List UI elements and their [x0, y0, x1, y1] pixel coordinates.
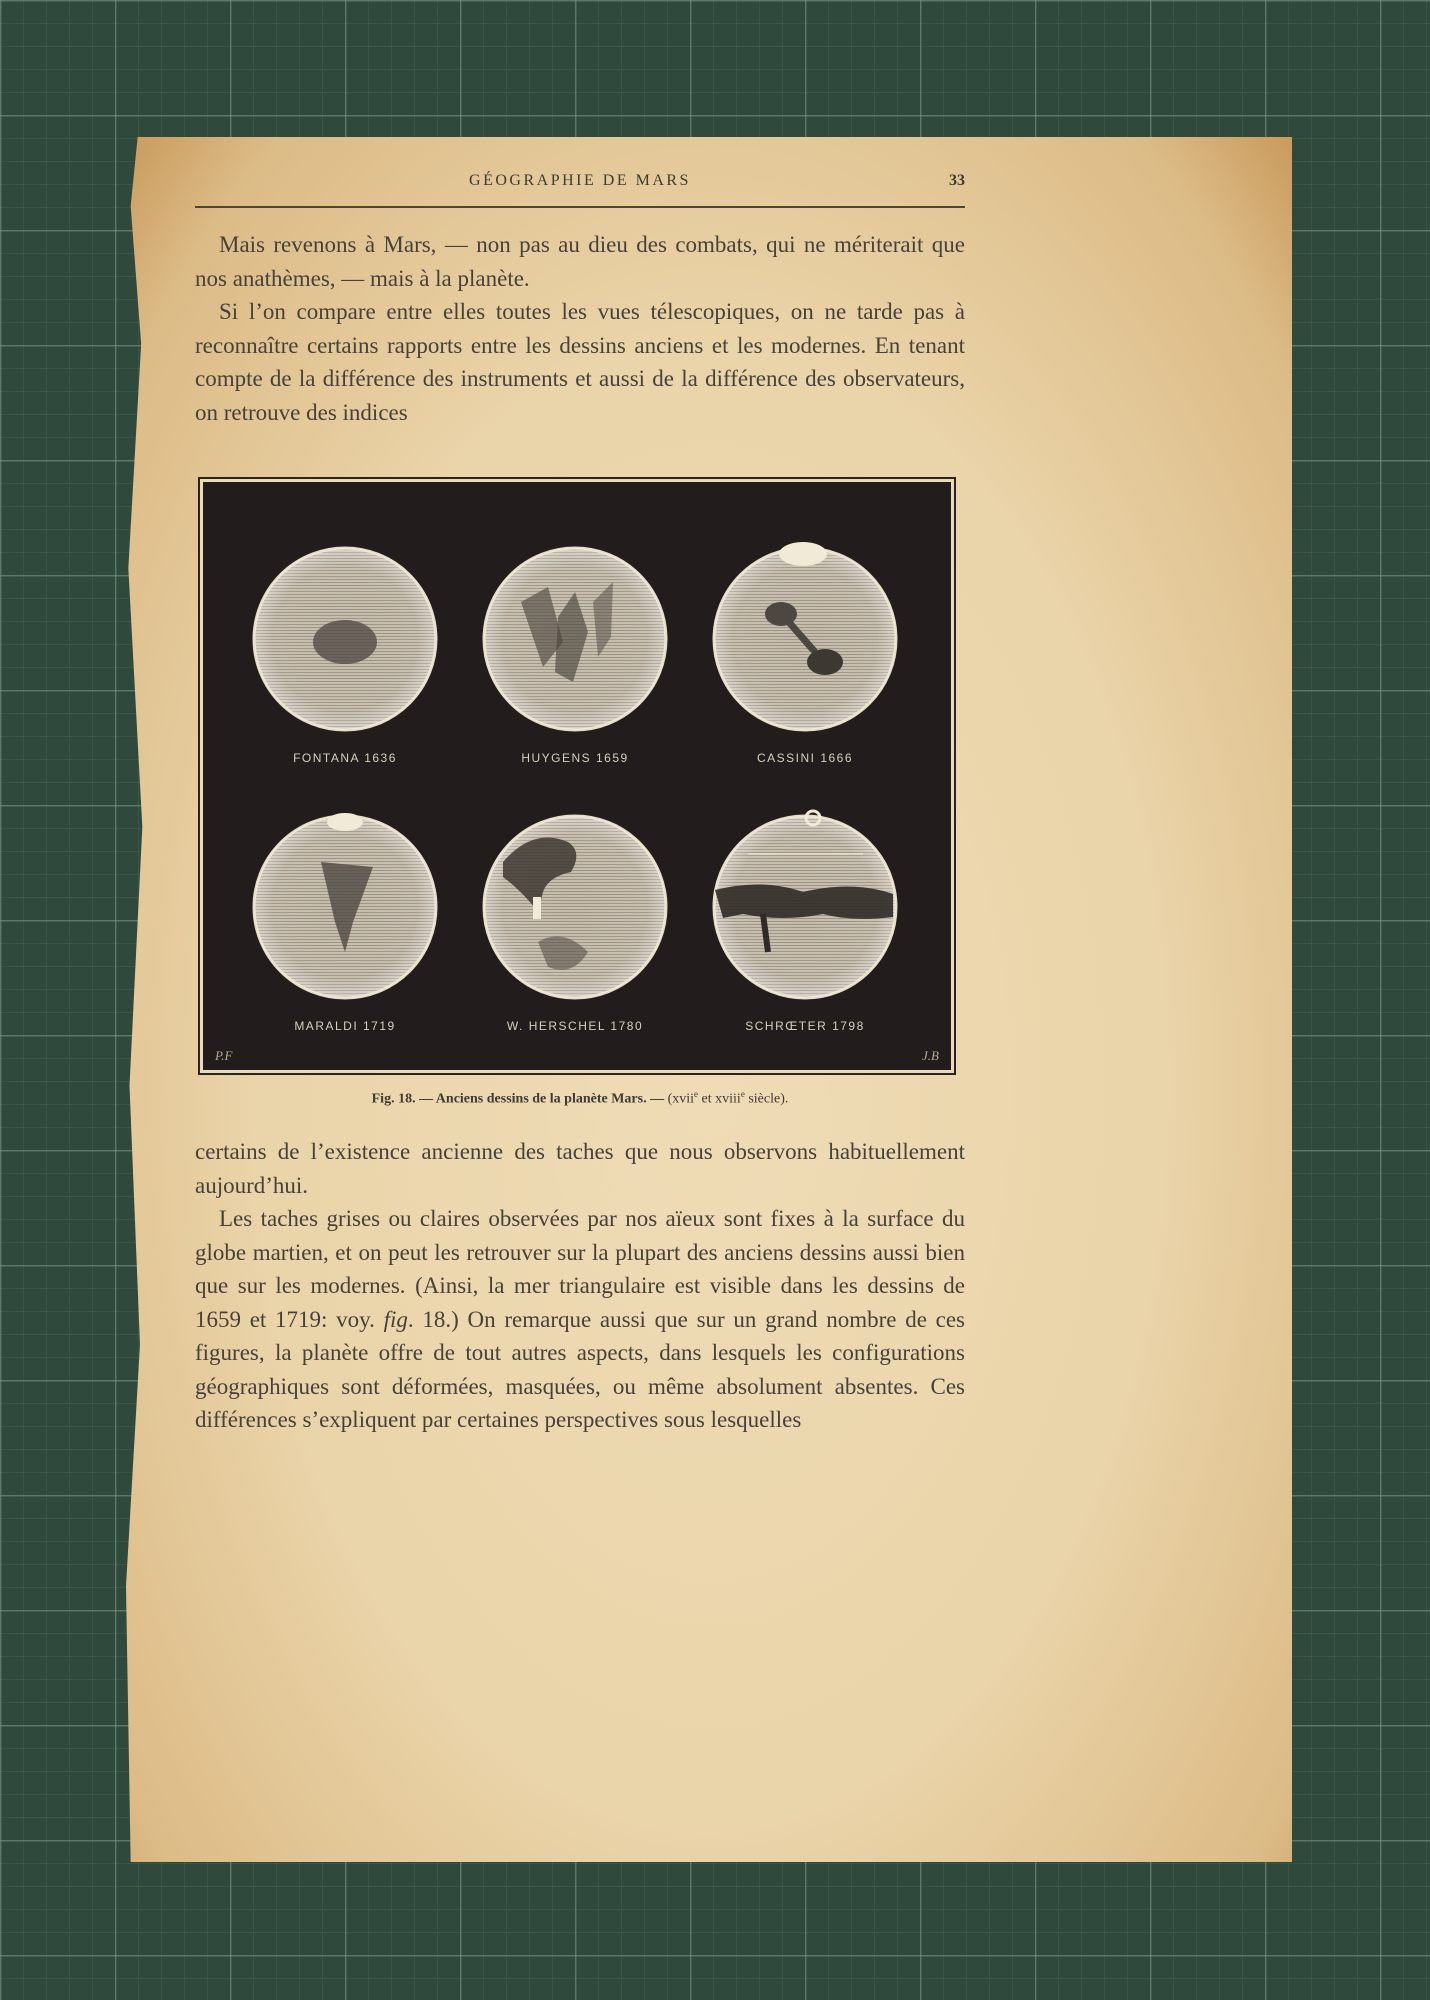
figure-18 — [198, 477, 956, 1075]
figure-caption — [195, 1089, 965, 1108]
paragraph-4-fig: fig — [383, 1306, 408, 1332]
caption-sup2: e — [740, 1089, 745, 1099]
running-head — [195, 172, 965, 194]
caption-c2: et xviii — [698, 1091, 741, 1107]
plate-label-herschel: W. HERSCHEL 1780 — [506, 1019, 644, 1033]
disc-herschel — [484, 816, 666, 998]
caption-title: Fig. 18. — Anciens dessins de la planète Mars. — — [371, 1091, 665, 1107]
paragraph-3: certains de l’existence ancienne des taches que nous observons habituellement aujourd’hui. — [195, 1139, 965, 1198]
page-number: 33 — [949, 172, 965, 189]
plate-label-fontana: FONTANA 1636 — [293, 751, 397, 765]
engraver-signature-left: P.F — [215, 1048, 233, 1063]
paragraph-4-part1: Les taches grises ou claires observées par nos aïeux sont fixes à la surface du globe martien, et on peut les retrouver sur la plupart des anciens dessins aussi bien que sur les modernes. (Ainsi, la mer triangulaire est visible dans les dessins de 1659 et 1719: voy. — [195, 1206, 965, 1332]
running-title: GÉOGRAPHIE DE MARS — [469, 172, 691, 189]
plate-label-maraldi: MARALDI 1719 — [294, 1019, 396, 1033]
paragraph-4-part2: . 18.) On remarque aussi que sur un grand nombre de ces figures, la planète offre de tout autres aspects, dans lesquels les configurations géographiques sont déformées, masquées, ou même absolument absentes. Ces différences s’expliquent par certaines perspectives sous lesquelles — [195, 1306, 965, 1432]
paragraph-1: Mais revenons à Mars, — non pas au dieu des combats, qui ne mériterait que nos anathèmes, — mais à la planète. — [195, 232, 965, 291]
mars-drawings-plate — [203, 482, 951, 1070]
paragraph-2: Si l’on compare entre elles toutes les vues télescopiques, on ne tarde pas à reconnaître certains rapports entre les dessins anciens et les modernes. En tenant compte de la différence des instruments et aussi de la différence des observateurs, on retrouve des indices — [195, 299, 965, 425]
plate-label-huygens: HUYGENS 1659 — [521, 751, 629, 765]
plate-label-cassini: CASSINI 1666 — [756, 751, 854, 765]
caption-c3: siècle). — [744, 1091, 789, 1107]
disc-fontana — [254, 548, 436, 730]
disc-huygens — [484, 548, 666, 730]
engraver-signature-right: J.B — [922, 1048, 939, 1063]
disc-maraldi — [254, 813, 436, 998]
header-rule — [195, 206, 965, 208]
caption-sup1: e — [694, 1089, 699, 1099]
plate-label-schroeter: SCHRŒTER 1798 — [745, 1019, 865, 1033]
caption-c1: (xvii — [667, 1091, 695, 1107]
paragraph-4 — [195, 1202, 965, 1437]
